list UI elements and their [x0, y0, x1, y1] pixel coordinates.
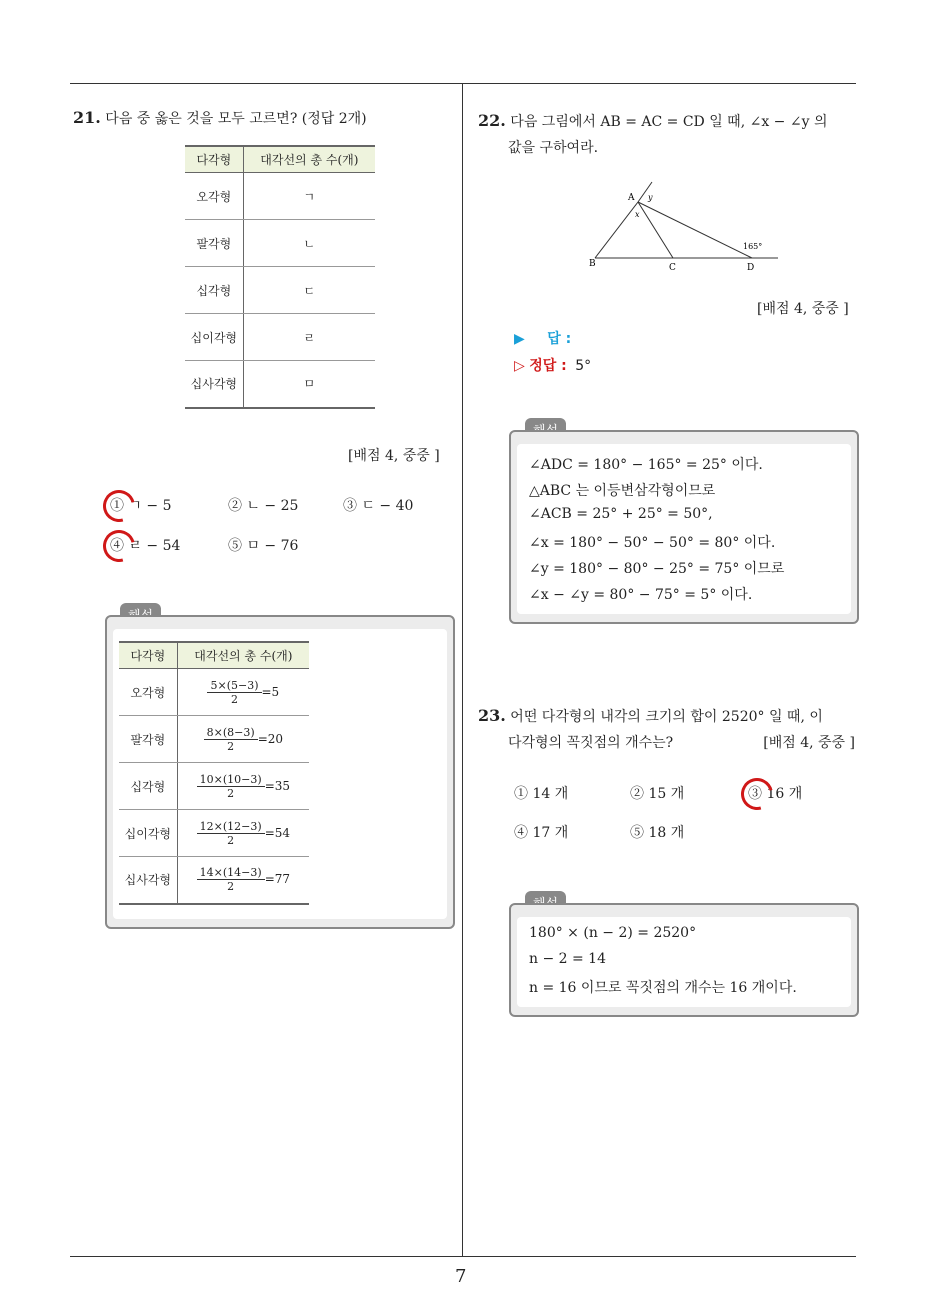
frac-den: 2: [227, 739, 235, 753]
explanation-inner: [517, 444, 851, 614]
explanation-table: [119, 641, 309, 905]
question-number: 21.: [73, 108, 101, 127]
choice-5[interactable]: ⑤ ㅁ − 76: [228, 538, 299, 554]
table-cell: 오각형: [119, 669, 177, 716]
explanation-line: ∠x = 180° − 50° − 50° = 80° 이다.: [529, 535, 776, 551]
result: =35: [264, 778, 291, 793]
table-cell: 십각형: [119, 763, 177, 810]
arrow-icon: ▷: [514, 358, 525, 374]
choice-3[interactable]: ③ ㄷ − 40: [343, 498, 414, 514]
question-text: 다음 중 옳은 것을 모두 고르면? (정답 2개): [105, 111, 367, 127]
answer-mark-icon: [735, 772, 779, 816]
table-cell: 십사각형: [185, 361, 243, 408]
answer-label: 답 :: [547, 331, 572, 347]
result: =77: [264, 872, 291, 887]
table-cell: 십이각형: [185, 314, 243, 361]
table-cell: 십각형: [185, 267, 243, 314]
table-cell: 팔각형: [185, 220, 243, 267]
choice-1[interactable]: ① 14 개: [514, 786, 569, 802]
formula-cell: [177, 763, 309, 810]
answer-row: [514, 328, 571, 348]
top-rule: [70, 83, 856, 84]
polygon-table: [185, 145, 375, 409]
question-21: [73, 105, 367, 132]
label-y: y: [648, 193, 653, 202]
frac-den: 2: [227, 786, 235, 800]
table-cell: 십사각형: [119, 857, 177, 904]
table-header: 다각형: [185, 146, 243, 173]
label-A: A: [628, 193, 635, 203]
correct-label: 정답 :: [529, 358, 567, 374]
table-cell: ㅁ: [243, 361, 375, 408]
question-22: [478, 108, 863, 161]
result: =54: [264, 825, 291, 840]
question-23: [478, 703, 863, 756]
frac-den: 2: [227, 833, 235, 847]
table-cell: 팔각형: [119, 716, 177, 763]
explanation-inner: [517, 917, 851, 1007]
play-icon: ▶: [514, 331, 525, 347]
label-B: B: [589, 259, 596, 269]
table-header: 대각선의 총 수(개): [177, 642, 309, 669]
choice-2[interactable]: ② ㄴ − 25: [228, 498, 299, 514]
label-C: C: [669, 263, 676, 273]
answer-mark-icon: [97, 524, 141, 568]
explanation-line: n = 16 이므로 꼭짓점의 개수는 16 개이다.: [529, 980, 797, 996]
table-cell: ㄱ: [243, 173, 375, 220]
frac-num: 5×(5−3): [207, 679, 261, 693]
label-angle: 165°: [743, 242, 763, 251]
score-label: [배점 4, 중중 ]: [757, 301, 849, 317]
explanation-line: 180° × (n − 2) = 2520°: [529, 925, 697, 941]
explanation-line: △ABC 는 이등변삼각형이므로: [529, 483, 716, 499]
label-D: D: [747, 263, 755, 273]
question-text: 어떤 다각형의 내각의 크기의 합이 2520° 일 때, 이: [510, 709, 823, 725]
question-text: 다음 그림에서 AB = AC = CD 일 때, ∠x − ∠y 의: [510, 114, 828, 130]
explanation-line: ∠ACB = 25° + 25° = 50°,: [529, 506, 713, 522]
frac-den: 2: [230, 692, 238, 706]
table-cell: ㄴ: [243, 220, 375, 267]
choice-4[interactable]: ④ 17 개: [514, 825, 569, 841]
explanation-box: [105, 615, 455, 929]
correct-value: 5°: [575, 358, 592, 374]
choice-2[interactable]: ② 15 개: [630, 786, 685, 802]
explanation-inner: [113, 629, 447, 919]
triangle-figure: [580, 180, 790, 280]
choice-1[interactable]: ① ㄱ − 5: [110, 498, 172, 514]
explanation-box: [509, 430, 859, 624]
explanation-box: [509, 903, 859, 1017]
question-number: 23.: [478, 706, 506, 725]
result: =5: [261, 684, 280, 699]
page-number: 7: [455, 1266, 467, 1287]
bottom-rule: [70, 1256, 856, 1257]
answer-mark-icon: [97, 484, 141, 528]
question-text: 값을 구하여라.: [508, 140, 599, 156]
table-header: 다각형: [119, 642, 177, 669]
score-label: [배점 4, 중중 ]: [348, 448, 440, 464]
explanation-line: n − 2 = 14: [529, 951, 606, 967]
frac-num: 8×(8−3): [204, 726, 258, 740]
label-x: x: [635, 210, 640, 219]
explanation-line: ∠y = 180° − 80° − 25° = 75° 이므로: [529, 561, 785, 577]
question-number: 22.: [478, 111, 506, 130]
frac-num: 10×(10−3): [197, 773, 265, 787]
formula-cell: [177, 810, 309, 857]
formula-cell: [177, 857, 309, 904]
frac-num: 12×(12−3): [197, 820, 265, 834]
column-divider: [462, 83, 463, 1256]
table-cell: 오각형: [185, 173, 243, 220]
table-cell: ㄷ: [243, 267, 375, 314]
score-label: [배점 4, 중중 ]: [763, 735, 855, 751]
choice-4[interactable]: ④ ㄹ − 54: [110, 538, 181, 554]
table-header: 대각선의 총 수(개): [243, 146, 375, 173]
table-cell: ㄹ: [243, 314, 375, 361]
frac-den: 2: [227, 880, 235, 894]
formula-cell: [177, 716, 309, 763]
result: =20: [257, 731, 284, 746]
choice-3[interactable]: ③ 16 개: [748, 786, 803, 802]
correct-row: [514, 355, 591, 375]
choice-5[interactable]: ⑤ 18 개: [630, 825, 685, 841]
question-text: 다각형의 꼭짓점의 개수는?: [508, 735, 674, 751]
formula-cell: [177, 669, 309, 716]
frac-num: 14×(14−3): [197, 866, 265, 880]
explanation-line: ∠ADC = 180° − 165° = 25° 이다.: [529, 457, 763, 473]
table-cell: 십이각형: [119, 810, 177, 857]
explanation-line: ∠x − ∠y = 80° − 75° = 5° 이다.: [529, 587, 753, 603]
